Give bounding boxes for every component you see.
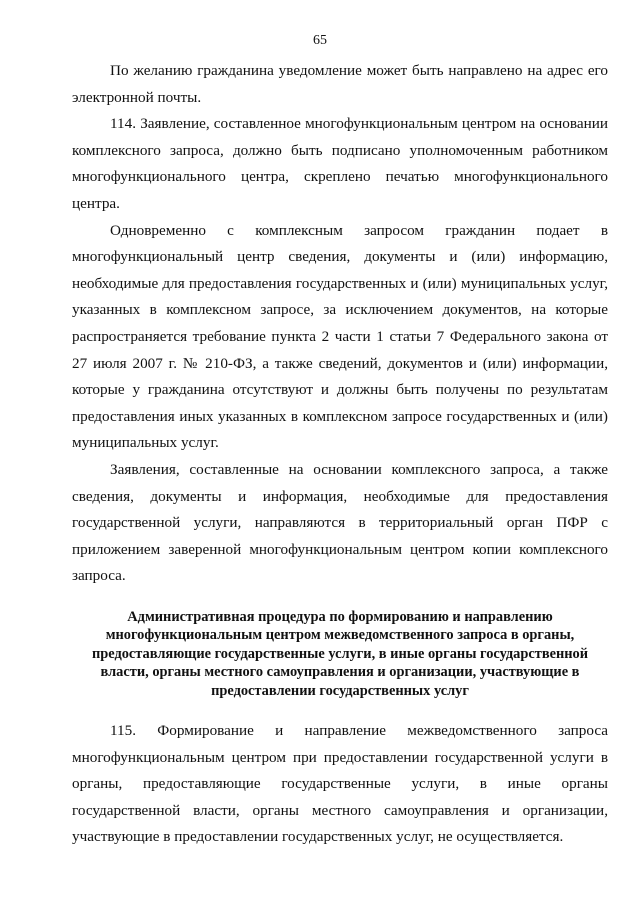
paragraph-115: 115. Формирование и направление межведомственного запроса многофункциональным центром при предоставлении государственной услуги в органы, предоставляющие государственные услуги, в иные органы государственной власти, органы местного самоуправления и организации, участвующие в предоставлении государственных услуг, не осуществляется. (72, 721, 608, 846)
paragraph-simultaneous-submission: Одновременно с комплексным запросом гражданин подает в многофункциональный центр сведения, документы и (или) информацию, необходимые для предоставления государственных и (или) муниципальных услуг, указанных в комплексном запросе, за исключением документов, на которые распространяется требование пункта 2 части 1 статьи 7 Федерального закона от 27 июля 2007 г. № 210-ФЗ, а также сведений, документов и (или) информации, которые у гражданина отсутствуют и должны быть получены по результатам предоставления иных указанных в комплексном запросе государственных и (или) муниципальных услуг. (72, 221, 608, 452)
paragraph-114: 114. Заявление, составленное многофункциональным центром на основании комплексного запроса, должно быть подписано уполномоченным работником многофункционального центра, скреплено печатью многофункционального центра. (72, 115, 608, 212)
document-body (72, 58, 608, 851)
paragraph-applications-sent: Заявления, составленные на основании комплексного запроса, а также сведения, документы и информация, необходимые для предоставления государственной услуги, направляются в территориальный орган ПФР с приложением заверенной многофункциональным центром копии комплексного запроса. (72, 460, 608, 585)
spacer (72, 700, 608, 718)
spacer (72, 590, 608, 608)
section-heading: Административная процедура по формированию и направлению многофункциональным центром межведомственного запроса в органы, предоставляющие государственные услуги, в иные органы государственной власти, органы местного самоуправления и организации, участвующие в предоставлении государственных услуг (91, 608, 589, 699)
paragraph-email-notice: По желанию гражданина уведомление может быть направлено на адрес его электронной почты. (72, 62, 608, 106)
page-number: 65 (313, 33, 327, 48)
